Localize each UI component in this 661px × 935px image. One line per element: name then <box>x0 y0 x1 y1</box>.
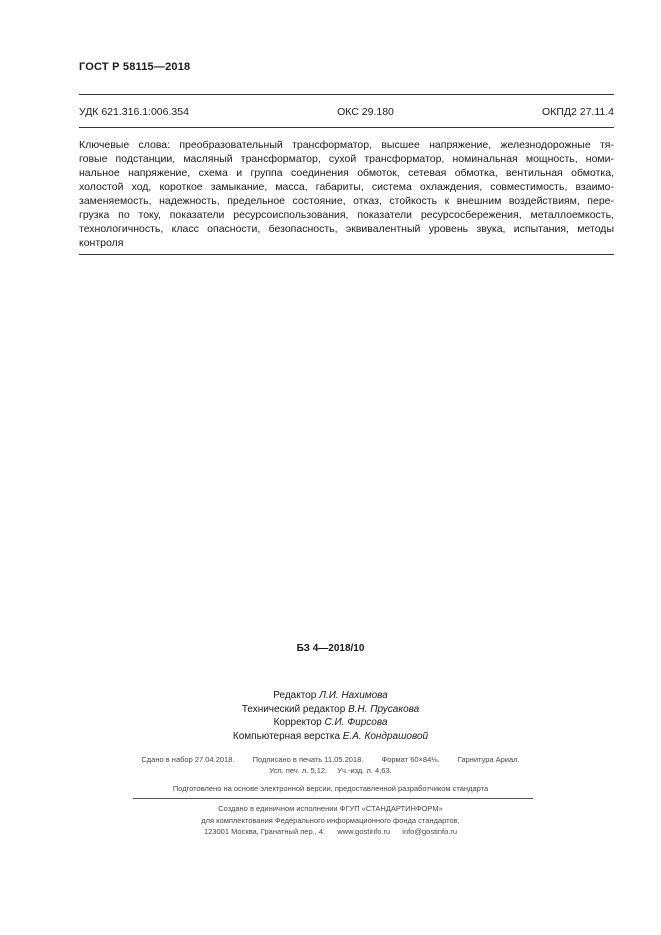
classification-divider <box>79 127 614 128</box>
document-code: ГОСТ Р 58115—2018 <box>79 61 191 73</box>
oks-code: ОКС 29.180 <box>337 106 394 118</box>
publisher-address: 123001 Москва, Гранатный пер., 4. <box>203 827 326 836</box>
keywords-line: нальное напряжение, схема и группа соединения обмоток, сетевая обмотка, вентильная обмотка, <box>79 167 614 179</box>
keywords-divider <box>79 254 614 255</box>
udk-code: УДК 621.316.1:006.354 <box>79 106 189 118</box>
footer-divider <box>133 798 533 799</box>
bz-code: БЗ 4—2018/10 <box>296 643 365 654</box>
print-signed: Подписано в печать 11.05.2018. <box>252 755 364 764</box>
keywords-line: грузка по току, показатели ресурсоиспользования, показатели ресурсосбережения, металлоемкость, <box>79 209 614 221</box>
publisher-line1: Создано в единичном исполнении ФГУП «СТАНДАРТИНФОРМ» <box>218 804 443 813</box>
keywords-line: заменяемость, надежность, предельное состояние, отказ, стойкость к внешним воздействиям, пере- <box>79 195 614 207</box>
print-info <box>0 754 661 776</box>
prepared-note: Подготовлено на основе электронной версии, предоставленной разработчиком стандарта <box>172 784 489 793</box>
print-usl: Усл. печ. л. 5,12. <box>269 766 328 775</box>
keywords-line: контроля <box>79 237 124 249</box>
tech-editor-line: Технический редактор В.Н. Прусакова <box>241 703 420 715</box>
publisher-email: info@gostinfo.ru <box>402 827 458 836</box>
keywords-line: холостой ход, короткое замыкание, масса, габариты, система охлаждения, совместимость, взаимо- <box>79 181 614 193</box>
keywords-line: Ключевые слова: преобразовательный трансформатор, высшее напряжение, железнодорожные тя- <box>79 139 614 151</box>
print-font: Гарнитура Ариал. <box>457 755 520 764</box>
publisher-site: www.gostinfo.ru <box>337 827 391 836</box>
layout-line: Компьютерная верстка Е.А. Кондрашовой <box>232 730 429 742</box>
print-uch: Уч.-изд. л. 4,63. <box>337 766 392 775</box>
print-format: Формат 60×84⅛. <box>381 755 440 764</box>
editor-line: Редактор Л.И. Нахимова <box>273 690 388 701</box>
keywords-paragraph <box>79 138 614 250</box>
classification-row <box>79 106 614 118</box>
okpd-code: ОКПД2 27.11.4 <box>542 106 614 118</box>
header-divider <box>79 94 614 95</box>
corrector-line: Корректор С.И. Фирсова <box>273 717 388 728</box>
publisher-line2: для комплектования Федерального информационного фонда стандартов, <box>201 815 460 825</box>
credits-block <box>0 689 661 743</box>
publisher-address-line <box>0 826 661 838</box>
keywords-line: технологичность, класс опасности, безопасность, эквивалентный уровень звука, испытания, методы <box>79 223 614 235</box>
keywords-line: говые подстанции, масляный трансформатор, сухой трансформатор, номинальная мощность, номи- <box>79 153 614 165</box>
print-sent: Сдано в набор 27.04.2018. <box>141 755 235 764</box>
publisher-block <box>0 803 661 838</box>
